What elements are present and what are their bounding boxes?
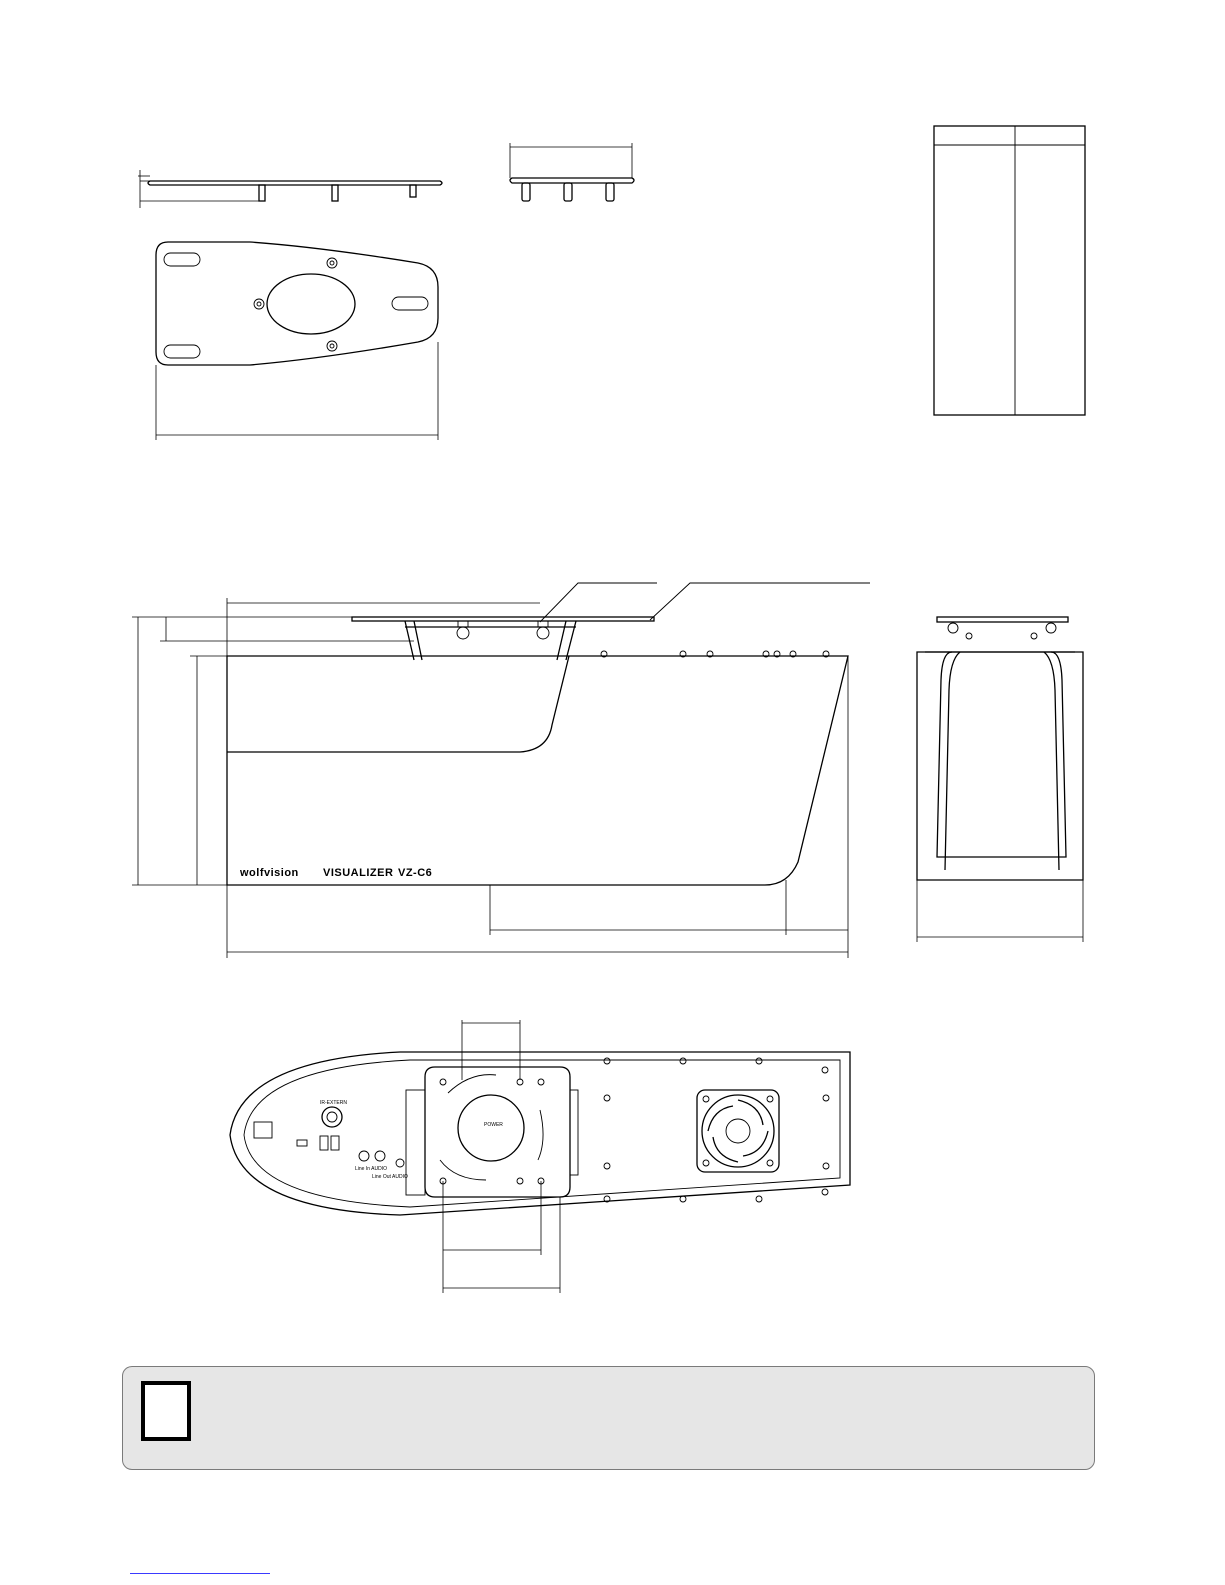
info-square-icon: [141, 1381, 191, 1441]
spec-table: [934, 126, 1085, 415]
logo-text: wolfvision: [240, 867, 299, 879]
label-line-out: Line Out AUDIO: [372, 1174, 408, 1180]
plate-side-view: [138, 170, 442, 208]
model-name: VZ-C6: [398, 867, 433, 879]
note-box: [122, 1366, 1095, 1470]
plate-top-view: [156, 242, 438, 440]
plate-end-view: [510, 143, 634, 201]
label-power: POWER: [484, 1122, 503, 1128]
label-ir-extern: IR-EXTERN: [320, 1100, 347, 1106]
visualizer-front-view: [917, 617, 1083, 942]
fan-grille: [697, 1090, 779, 1172]
product-name: VISUALIZER: [323, 867, 394, 879]
label-line-in: Line In AUDIO: [355, 1166, 387, 1172]
visualizer-bottom-view: [230, 1020, 850, 1293]
visualizer-side-view: [132, 583, 870, 958]
footer-link[interactable]: [130, 1573, 270, 1574]
